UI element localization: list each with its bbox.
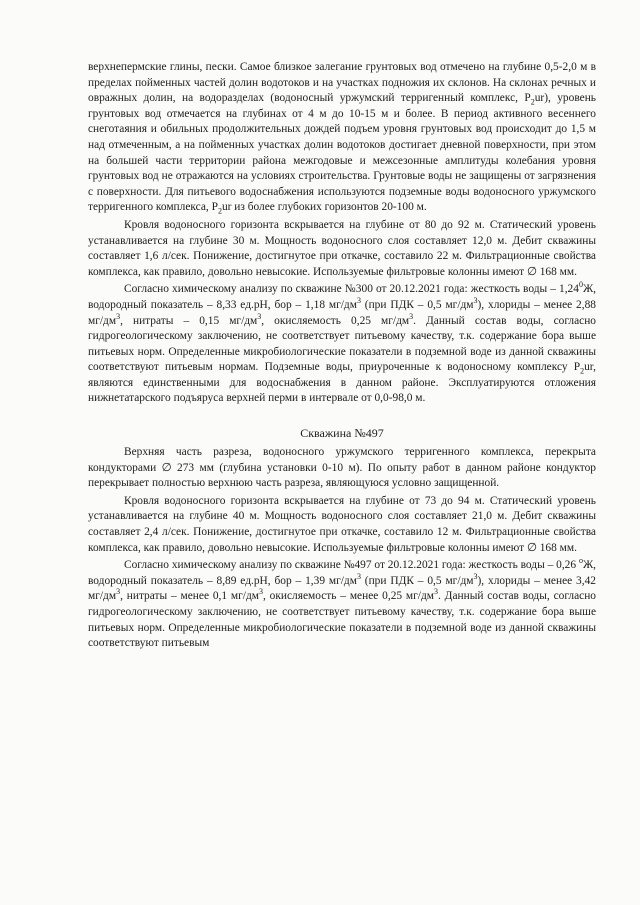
paragraph-p1 (88, 60, 596, 216)
text-run: ur), уровень грунтовых вод отмечается на глубинах от 4 м до 10-15 м и более. В период активного весеннего снеготаяния и обильных продолжительных дождей подъем уровня грунтовых вод происходит до 1,5 м над отмеченным, а на пойменных участках долин водотоков достигает дневной поверхности, при этом на большей части территории района межгодовые и межсезонные амплитуды колебания уровня грунтовых вод не отражаются на условиях строительства. Грунтовые воды не защищены от загрязнения с поверхности. Для питьевого водоснабжения используются подземные воды водоносного уржумского терригенного комплекса, P (88, 92, 596, 214)
subscript-text: 2 (217, 206, 222, 216)
paragraph-p2 (88, 218, 596, 280)
text-run: Кровля водоносного горизонта вскрывается на глубине от 73 до 94 м. Статический уровень устанавливается на глубине 40 м. Мощность водоносного слоя составляет 21,0 м. Дебит скважины составляет 2,4 л/сек. Понижение, достигнутое при откачке, составило 12 м. Фильтрационные свойства комплекса, как правило, довольно невысокие. Используемые фильтровые колонны имеют ∅ 168 мм. (88, 494, 596, 554)
paragraph-p6 (88, 558, 596, 652)
text-run: Согласно химическому анализу по скважине №497 от 20.12.2021 года: жесткость воды – 0,26 (124, 559, 579, 572)
superscript-text: 3 (116, 587, 121, 597)
text-run: Кровля водоносного горизонта вскрывается на глубине от 80 до 92 м. Статический уровень устанавливается на глубине 30 м. Мощность водоносного слоя составляет 12,0 м. Дебит скважины составляет 1,6 л/сек. Понижение, достигнутое при откачке, составило 22 м. Фильтрационные свойства комплекса, как правило, довольно невысокие. Используемые фильтровые колонны имеют ∅ 168 мм. (88, 218, 596, 278)
text-run: ), хлориды – менее 3,42 мг/дм (88, 574, 596, 603)
text-run: , нитраты – 0,15 мг/дм (120, 314, 258, 327)
superscript-text: о (578, 556, 583, 566)
superscript-text: 3 (433, 587, 438, 597)
superscript-text: 3 (258, 587, 263, 597)
superscript-text: 3 (356, 572, 361, 582)
paragraph-p4 (88, 445, 596, 492)
paragraph-p3 (88, 282, 596, 407)
text-run: ur из более глубоких горизонтов 20-100 м. (221, 201, 427, 214)
subscript-text: 2 (530, 97, 535, 107)
text-run: (при ПДК – 0,5 мг/дм (360, 298, 474, 311)
superscript-text: 3 (116, 311, 121, 321)
superscript-text: 3 (473, 296, 478, 306)
text-run: , окисляемость – менее 0,25 мг/дм (262, 590, 434, 603)
text-run: ur, являются единственными для водоснабжения в данном районе. Эксплуатируются отложения нижнетатарского подъяруса верхней перми в интервале от 0,0-98,0 м. (88, 361, 596, 405)
superscript-text: 3 (356, 296, 361, 306)
text-run: (при ПДК – 0,5 мг/дм (360, 574, 474, 587)
superscript-text: 3 (257, 311, 262, 321)
text-run: верхнепермские глины, пески. Самое близкое залегание грунтовых вод отмечено на глубине 0,5-2,0 м в пределах пойменных частей долин водотоков и на участках подножия их склонов. На склонах речных и овражных долин, на водоразделах (водоносный уржумский терригенный комплекс, P (88, 61, 596, 105)
text-run: Ж, водородный показатель – 8,89 ед.pH, бор – 1,39 мг/дм (88, 559, 596, 587)
text-run: ), хлориды – менее 2,88 мг/дм (88, 298, 596, 327)
text-run: , нитраты – менее 0,1 мг/дм (120, 590, 259, 603)
text-run: . Данный состав воды, согласно гидрогеологическому заключению, не соответствует питьевому качеству, т.к. содержание бора выше питьевых норм. Определенные микробиологические показатели в подземной воде из данной скважины соответствуют питьевым нормам. Подземные воды, приуроченные к водоносному комплексу P (88, 314, 596, 374)
section-heading-well-497: Скважина №497 (300, 426, 384, 441)
paragraph-p5 (88, 494, 596, 556)
text-section-well-497 (88, 445, 596, 652)
superscript-text: 3 (473, 572, 478, 582)
text-run: Ж, водородный показатель – 8,33 ед.pH, бор – 1,18 мг/дм (88, 283, 596, 311)
subscript-text: 2 (580, 366, 585, 376)
superscript-text: 0 (578, 280, 583, 290)
text-run: . Данный состав воды, согласно гидрогеологическому заключению, не соответствует питьевому качеству, т.к. содержание бора выше питьевых норм. Определенные микробиологические показатели в подземной воде из данной скважины соответствуют питьевым (88, 590, 597, 650)
text-section-before-heading (88, 60, 596, 407)
text-run: Согласно химическому анализу по скважине №300 от 20.12.2021 года: жесткость воды – 1,24 (124, 283, 579, 296)
text-run: , окисляемость 0,25 мг/дм (261, 314, 410, 327)
text-run: Верхняя часть разреза, водоносного уржумского терригенного комплекса, перекрыта кондукторами ∅ 273 мм (глубина установки 0-10 м). По опыту работ в данном районе кондуктор перекрывает полностью верхнюю часть разреза, являющуюся условно защищенной. (88, 446, 596, 490)
superscript-text: 3 (409, 311, 414, 321)
